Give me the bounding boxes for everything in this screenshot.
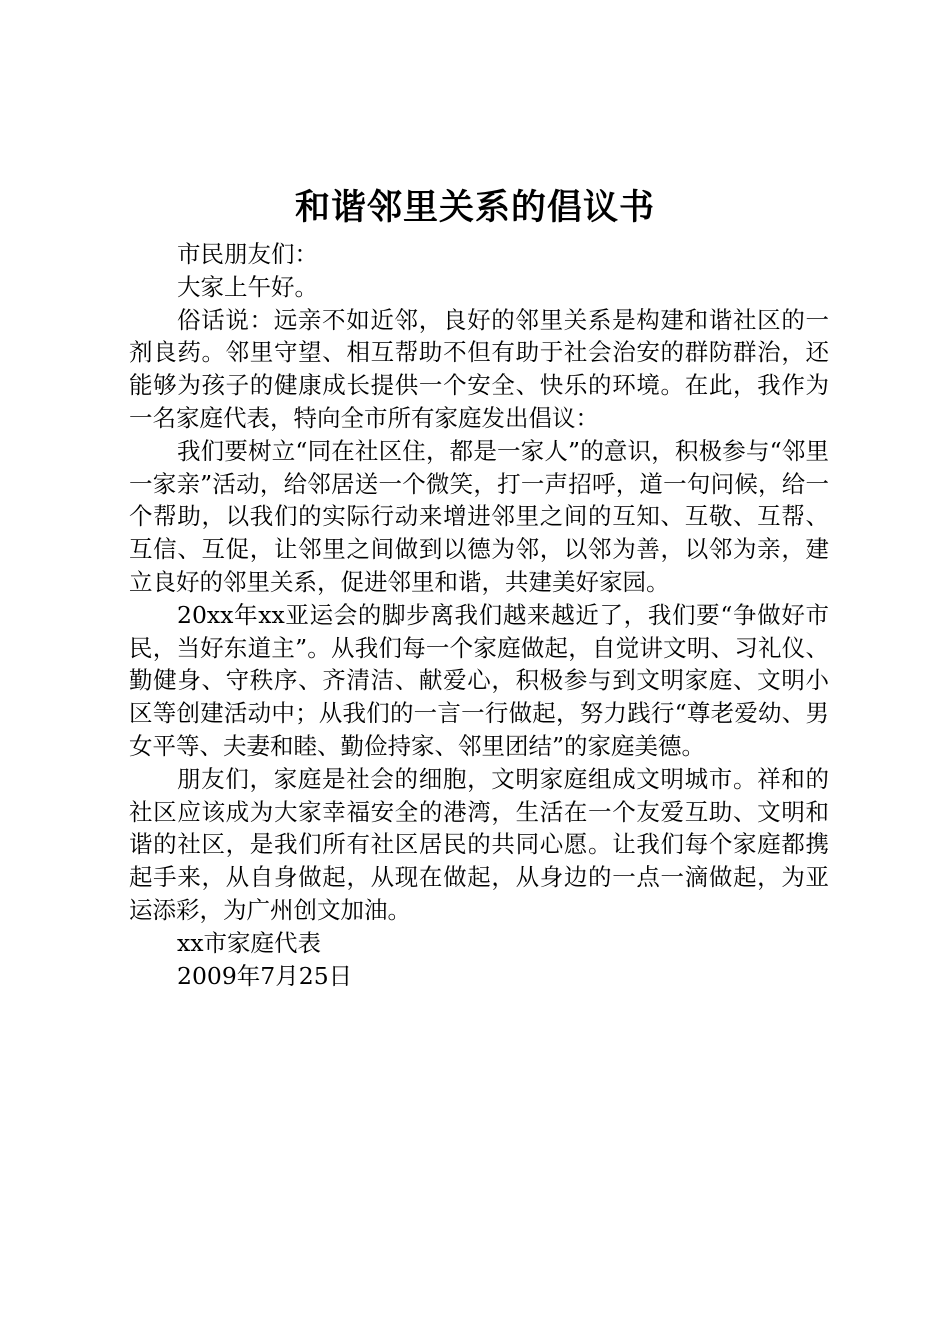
body-paragraph: 我们要树立“同在社区住，都是一家人”的意识，积极参与“邻里一家亲”活动，给邻居送一个微笑，打一声招呼，道一句问候，给一个帮助，以我们的实际行动来增进邻里之间的互知、互敬、互帮、互信、互促，让邻里之间做到以德为邻，以邻为善，以邻为亲，建立良好的邻里关系，促进邻里和谐，共建美好家园。 — [129, 436, 829, 596]
body-paragraph: 俗话说：远亲不如近邻，良好的邻里关系是构建和谐社区的一剂良药。邻里守望、相互帮助不但有助于社会治安的群防群治，还能够为孩子的健康成长提供一个安全、快乐的环境。在此，我作为一名家庭代表，特向全市所有家庭发出倡议： — [129, 305, 829, 432]
salutation: 市民朋友们： — [177, 240, 318, 268]
body-paragraph: 20xx年xx亚运会的脚步离我们越来越近了，我们要“争做好市民，当好东道主”。从我们每一个家庭做起，自觉讲文明、习礼仪、勤健身、守秩序、齐清洁、献爱心，积极参与到文明家庭、文明小区等创建活动中；从我们的一言一行做起，努力践行“尊老爱幼、男女平等、夫妻和睦、勤俭持家、邻里团结”的家庭美德。 — [129, 600, 829, 760]
greeting: 大家上午好。 — [177, 272, 318, 301]
body-paragraph: 朋友们，家庭是社会的细胞，文明家庭组成文明城市。祥和的社区应该成为大家幸福安全的港湾，生活在一个友爱互助、文明和谐的社区，是我们所有社区居民的共同心愿。让我们每个家庭都携起手来，从自身做起，从现在做起，从身边的一点一滴做起，为亚运添彩，为广州创文加油。 — [129, 764, 829, 924]
document-body — [129, 238, 829, 992]
date: 2009年7月25日 — [177, 961, 353, 990]
signature: xx市家庭代表 — [177, 928, 322, 957]
document-title: 和谐邻里关系的倡议书 — [294, 188, 655, 228]
